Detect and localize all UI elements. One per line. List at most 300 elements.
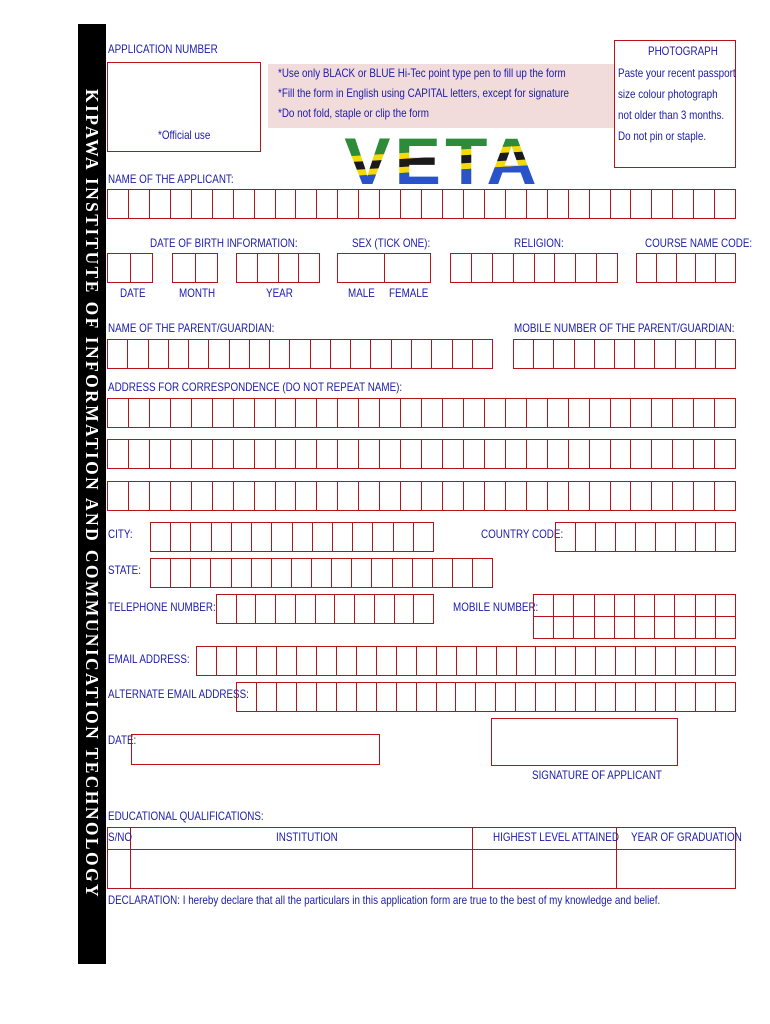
character-box[interactable] [338,254,385,282]
character-box[interactable] [569,482,590,510]
character-box[interactable] [355,595,375,623]
character-box[interactable] [192,440,213,468]
signature-box[interactable] [491,718,678,766]
character-box[interactable] [715,440,735,468]
character-box[interactable] [234,399,255,427]
character-box[interactable] [189,340,209,368]
character-box[interactable] [517,647,537,675]
character-box[interactable] [422,440,443,468]
character-box[interactable] [635,340,655,368]
sex-tick-boxes[interactable] [337,253,431,283]
character-box[interactable] [631,190,652,218]
character-box[interactable] [317,683,337,711]
character-box[interactable] [635,617,655,638]
character-box[interactable] [422,190,443,218]
course-code-boxes[interactable] [636,253,736,283]
character-box[interactable] [536,683,556,711]
character-box[interactable] [312,559,332,587]
character-box[interactable] [554,595,574,616]
character-box[interactable] [257,647,277,675]
character-box[interactable] [150,482,171,510]
character-box[interactable] [397,683,417,711]
character-box[interactable] [548,482,569,510]
state-boxes[interactable] [150,558,493,588]
character-box[interactable] [534,340,554,368]
character-box[interactable] [473,340,492,368]
character-box[interactable] [338,399,359,427]
dob-year-boxes[interactable] [236,253,320,283]
character-box[interactable] [257,683,277,711]
character-box[interactable] [209,340,229,368]
character-box[interactable] [337,647,357,675]
character-box[interactable] [108,340,128,368]
character-box[interactable] [414,595,433,623]
character-box[interactable] [272,523,292,551]
character-box[interactable] [401,190,422,218]
character-box[interactable] [485,399,506,427]
character-box[interactable] [590,440,611,468]
character-box[interactable] [636,523,656,551]
character-box[interactable] [171,559,191,587]
character-box[interactable] [129,440,150,468]
character-box[interactable] [311,340,331,368]
character-box[interactable] [516,683,536,711]
character-box[interactable] [656,523,676,551]
character-box[interactable] [652,482,673,510]
character-box[interactable] [359,482,380,510]
character-box[interactable] [131,254,153,282]
character-box[interactable] [576,683,596,711]
mobile-boxes-row-2[interactable] [533,616,736,639]
character-box[interactable] [527,440,548,468]
character-box[interactable] [213,440,234,468]
character-box[interactable] [534,617,554,638]
character-box[interactable] [337,683,357,711]
character-box[interactable] [432,340,452,368]
character-box[interactable] [696,340,716,368]
character-box[interactable] [611,190,632,218]
character-box[interactable] [506,190,527,218]
character-box[interactable] [380,440,401,468]
character-box[interactable] [171,482,192,510]
character-box[interactable] [394,523,414,551]
character-box[interactable] [232,523,252,551]
parent-name-boxes[interactable] [107,339,493,369]
character-box[interactable] [422,399,443,427]
character-box[interactable] [316,595,336,623]
character-box[interactable] [108,482,129,510]
character-box[interactable] [255,399,276,427]
character-box[interactable] [237,595,257,623]
character-box[interactable] [191,523,211,551]
character-box[interactable] [574,617,594,638]
character-box[interactable] [485,482,506,510]
character-box[interactable] [514,254,535,282]
character-box[interactable] [716,523,735,551]
character-box[interactable] [359,190,380,218]
character-box[interactable] [716,595,735,616]
character-box[interactable] [534,595,554,616]
character-box[interactable] [652,440,673,468]
character-box[interactable] [527,190,548,218]
character-box[interactable] [129,399,150,427]
character-box[interactable] [108,254,131,282]
character-box[interactable] [716,254,735,282]
character-box[interactable] [590,482,611,510]
character-box[interactable] [277,683,297,711]
character-box[interactable] [395,595,415,623]
character-box[interactable] [696,683,716,711]
character-box[interactable] [694,440,715,468]
character-box[interactable] [464,399,485,427]
character-box[interactable] [527,399,548,427]
character-box[interactable] [676,683,696,711]
character-box[interactable] [596,647,616,675]
character-box[interactable] [414,523,433,551]
character-box[interactable] [412,340,432,368]
character-box[interactable] [335,595,355,623]
character-box[interactable] [631,399,652,427]
character-box[interactable] [393,559,413,587]
character-box[interactable] [677,254,697,282]
character-box[interactable] [715,399,735,427]
character-box[interactable] [443,482,464,510]
character-box[interactable] [171,190,192,218]
character-box[interactable] [317,399,338,427]
character-box[interactable] [192,190,213,218]
character-box[interactable] [655,340,675,368]
character-box[interactable] [555,254,576,282]
character-box[interactable] [576,523,596,551]
character-box[interactable] [250,340,270,368]
character-box[interactable] [359,440,380,468]
character-box[interactable] [453,559,473,587]
character-box[interactable] [457,647,477,675]
character-box[interactable] [556,683,576,711]
character-box[interactable] [477,647,497,675]
country-code-boxes[interactable] [555,522,736,552]
character-box[interactable] [595,595,615,616]
character-box[interactable] [443,440,464,468]
character-box[interactable] [317,190,338,218]
character-box[interactable] [375,595,395,623]
character-box[interactable] [456,683,476,711]
character-box[interactable] [230,340,250,368]
character-box[interactable] [296,440,317,468]
character-box[interactable] [716,617,735,638]
character-box[interactable] [715,190,735,218]
character-box[interactable] [237,647,257,675]
character-box[interactable] [373,523,393,551]
character-box[interactable] [192,482,213,510]
character-box[interactable] [433,559,453,587]
character-box[interactable] [574,595,594,616]
character-box[interactable] [377,647,397,675]
character-box[interactable] [696,254,716,282]
photograph-box[interactable] [614,40,736,168]
character-box[interactable] [297,647,317,675]
character-box[interactable] [656,683,676,711]
character-box[interactable] [696,647,716,675]
character-box[interactable] [191,559,211,587]
character-box[interactable] [297,683,317,711]
character-box[interactable] [464,440,485,468]
character-box[interactable] [676,647,696,675]
character-box[interactable] [453,340,473,368]
character-box[interactable] [272,559,292,587]
character-box[interactable] [217,595,237,623]
character-box[interactable] [255,440,276,468]
character-box[interactable] [616,683,636,711]
character-box[interactable] [652,190,673,218]
parent-mobile-boxes[interactable] [513,339,736,369]
character-box[interactable] [255,482,276,510]
character-box[interactable] [569,190,590,218]
dob-date-boxes[interactable] [107,253,153,283]
character-box[interactable] [616,523,636,551]
character-box[interactable] [422,482,443,510]
character-box[interactable] [506,482,527,510]
character-box[interactable] [485,190,506,218]
character-box[interactable] [497,647,517,675]
character-box[interactable] [514,340,534,368]
character-box[interactable] [554,617,574,638]
character-box[interactable] [296,482,317,510]
character-box[interactable] [385,254,431,282]
character-box[interactable] [252,523,272,551]
character-box[interactable] [596,523,616,551]
character-box[interactable] [473,559,492,587]
character-box[interactable] [413,559,433,587]
character-box[interactable] [197,647,217,675]
character-box[interactable] [401,440,422,468]
character-box[interactable] [676,340,696,368]
character-box[interactable] [536,647,556,675]
character-box[interactable] [279,254,300,282]
character-box[interactable] [673,440,694,468]
character-box[interactable] [338,190,359,218]
character-box[interactable] [196,254,218,282]
character-box[interactable] [150,399,171,427]
character-box[interactable] [631,482,652,510]
character-box[interactable] [673,190,694,218]
character-box[interactable] [615,617,635,638]
character-box[interactable] [255,190,276,218]
character-box[interactable] [476,683,496,711]
character-box[interactable] [357,647,377,675]
character-box[interactable] [258,254,279,282]
character-box[interactable] [276,190,297,218]
character-box[interactable] [129,190,150,218]
character-box[interactable] [372,559,392,587]
character-box[interactable] [597,254,617,282]
character-box[interactable] [292,559,312,587]
character-box[interactable] [296,399,317,427]
character-box[interactable] [213,482,234,510]
character-box[interactable] [150,190,171,218]
character-box[interactable] [417,683,437,711]
character-box[interactable] [192,399,213,427]
character-box[interactable] [392,340,412,368]
character-box[interactable] [616,647,636,675]
character-box[interactable] [636,683,656,711]
character-box[interactable] [171,523,191,551]
character-box[interactable] [715,482,735,510]
character-box[interactable] [151,523,171,551]
character-box[interactable] [535,254,556,282]
character-box[interactable] [401,399,422,427]
character-box[interactable] [675,617,695,638]
character-box[interactable] [169,340,189,368]
character-box[interactable] [332,559,352,587]
character-box[interactable] [213,190,234,218]
character-box[interactable] [656,647,676,675]
character-box[interactable] [338,440,359,468]
character-box[interactable] [655,595,675,616]
address-line-2-boxes[interactable] [107,439,736,469]
character-box[interactable] [496,683,516,711]
character-box[interactable] [211,559,231,587]
character-box[interactable] [397,647,417,675]
character-box[interactable] [673,399,694,427]
alternate-email-boxes[interactable] [236,682,736,712]
character-box[interactable] [234,482,255,510]
character-box[interactable] [716,340,735,368]
character-box[interactable] [637,254,657,282]
character-box[interactable] [676,523,696,551]
character-box[interactable] [673,482,694,510]
character-box[interactable] [443,190,464,218]
character-box[interactable] [256,595,276,623]
character-box[interactable] [548,440,569,468]
character-box[interactable] [576,254,597,282]
character-box[interactable] [237,683,257,711]
date-field[interactable] [131,734,380,765]
character-box[interactable] [234,440,255,468]
email-boxes[interactable] [196,646,736,676]
character-box[interactable] [317,647,337,675]
character-box[interactable] [331,340,351,368]
character-box[interactable] [128,340,148,368]
character-box[interactable] [595,340,615,368]
character-box[interactable] [371,340,391,368]
character-box[interactable] [696,523,716,551]
character-box[interactable] [464,482,485,510]
character-box[interactable] [377,683,397,711]
character-box[interactable] [171,440,192,468]
character-box[interactable] [213,399,234,427]
character-box[interactable] [171,399,192,427]
character-box[interactable] [150,440,171,468]
character-box[interactable] [493,254,514,282]
character-box[interactable] [652,399,673,427]
applicant-name-boxes[interactable] [107,189,736,219]
character-box[interactable] [696,595,716,616]
character-box[interactable] [657,254,677,282]
character-box[interactable] [296,190,317,218]
character-box[interactable] [548,190,569,218]
character-box[interactable] [694,190,715,218]
character-box[interactable] [716,647,735,675]
character-box[interactable] [293,523,313,551]
character-box[interactable] [108,440,129,468]
character-box[interactable] [352,559,372,587]
character-box[interactable] [595,617,615,638]
character-box[interactable] [149,340,169,368]
character-box[interactable] [380,482,401,510]
character-box[interactable] [615,340,635,368]
character-box[interactable] [716,683,735,711]
character-box[interactable] [527,482,548,510]
character-box[interactable] [596,683,616,711]
character-box[interactable] [270,340,290,368]
character-box[interactable] [611,399,632,427]
character-box[interactable] [506,440,527,468]
character-box[interactable] [333,523,353,551]
character-box[interactable] [437,647,457,675]
address-line-1-boxes[interactable] [107,398,736,428]
character-box[interactable] [313,523,333,551]
character-box[interactable] [276,482,297,510]
character-box[interactable] [464,190,485,218]
character-box[interactable] [417,647,437,675]
character-box[interactable] [590,399,611,427]
character-box[interactable] [675,595,695,616]
character-box[interactable] [357,683,377,711]
character-box[interactable] [276,440,297,468]
character-box[interactable] [108,190,129,218]
character-box[interactable] [173,254,196,282]
character-box[interactable] [252,559,272,587]
character-box[interactable] [485,440,506,468]
character-box[interactable] [276,595,296,623]
telephone-boxes[interactable] [216,594,434,624]
character-box[interactable] [353,523,373,551]
character-box[interactable] [317,482,338,510]
character-box[interactable] [237,254,258,282]
character-box[interactable] [359,399,380,427]
city-boxes[interactable] [150,522,434,552]
character-box[interactable] [611,482,632,510]
character-box[interactable] [576,647,596,675]
character-box[interactable] [151,559,171,587]
address-line-3-boxes[interactable] [107,481,736,511]
character-box[interactable] [635,595,655,616]
character-box[interactable] [611,440,632,468]
character-box[interactable] [548,399,569,427]
character-box[interactable] [696,617,716,638]
character-box[interactable] [217,647,237,675]
character-box[interactable] [655,617,675,638]
character-box[interactable] [506,399,527,427]
character-box[interactable] [317,440,338,468]
character-box[interactable] [631,440,652,468]
character-box[interactable] [277,647,297,675]
character-box[interactable] [451,254,472,282]
character-box[interactable] [554,340,574,368]
dob-month-boxes[interactable] [172,253,218,283]
character-box[interactable] [615,595,635,616]
character-box[interactable] [338,482,359,510]
character-box[interactable] [380,399,401,427]
mobile-boxes-row-1[interactable] [533,594,736,617]
character-box[interactable] [556,523,576,551]
character-box[interactable] [437,683,457,711]
religion-boxes[interactable] [450,253,618,283]
character-box[interactable] [299,254,319,282]
character-box[interactable] [276,399,297,427]
character-box[interactable] [575,340,595,368]
